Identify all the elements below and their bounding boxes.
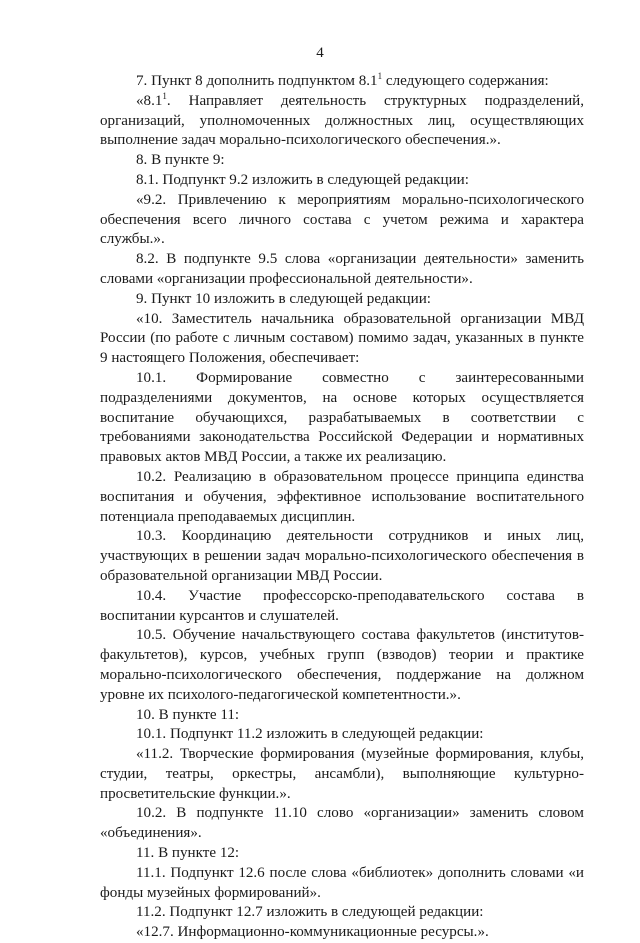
paragraph-text: «8.1 bbox=[136, 92, 163, 109]
paragraph: 10.5. Обучение начальствующего состава факультетов (институтов-факультетов), курсов, учебных групп (взводов) теории и практике морально-психологического обеспечения, поддержание на должном уровне их психолого-педагогической компетентности.». bbox=[100, 627, 584, 703]
paragraph: 8. В пункте 9: bbox=[136, 152, 225, 169]
paragraph: 8.2. В подпункте 9.5 слова «организации деятельности» заменить словами «организации профессиональной деятельности». bbox=[100, 251, 584, 287]
paragraph: 11.1. Подпункт 12.6 после слова «библиотек» дополнить словами «и фонды музейных формирований». bbox=[100, 864, 584, 901]
paragraph: 11.2. Подпункт 12.7 изложить в следующей редакции: bbox=[136, 904, 484, 921]
paragraph: 10.3. Координацию деятельности сотрудников и иных лиц, участвующих в решении задач морально-психологического обеспечения в образовательной организации МВД России. bbox=[100, 528, 584, 584]
paragraph: «11.2. Творческие формирования (музейные формирования, клубы, студии, театры, оркестры, ансамбли), выполняющие культурно-просветительские функции.». bbox=[100, 746, 584, 802]
paragraph: 9. Пункт 10 изложить в следующей редакции: bbox=[136, 290, 431, 307]
paragraph bbox=[100, 92, 584, 151]
paragraph-text: следующего содержания: bbox=[382, 73, 549, 89]
paragraph: «9.2. Привлечению к мероприятиям морально-психологического обеспечения всего личного состава с учетом режима и характера службы.». bbox=[100, 191, 584, 248]
paragraph bbox=[100, 72, 584, 92]
paragraph: «12.7. Информационно-коммуникационные ресурсы.». bbox=[136, 924, 489, 941]
paragraph: 10.2. В подпункте 11.10 слово «организации» заменить словом «объединения». bbox=[100, 805, 584, 842]
paragraph: 10. В пункте 11: bbox=[136, 706, 240, 723]
paragraph: 10.2. Реализацию в образовательном процессе принципа единства воспитания и обучения, эффективное использование воспитательного потенциала преподаваемых дисциплин. bbox=[100, 468, 584, 525]
paragraph: 10.1. Подпункт 11.2 изложить в следующей редакции: bbox=[136, 726, 484, 743]
paragraph: «10. Заместитель начальника образовательной организации МВД России (по работе с личным составом) помимо задач, указанных в пункте 9 настоящего Положения, обеспечивает: bbox=[100, 310, 584, 367]
paragraph: 11. В пункте 12: bbox=[136, 845, 240, 862]
paragraph: 10.4. Участие профессорско-преподавательского состава в воспитании курсантов и слушателей. bbox=[100, 587, 584, 624]
superscript: 1 bbox=[162, 90, 167, 101]
paragraph-text: 7. Пункт 8 дополнить подпунктом 8.1 bbox=[136, 73, 378, 89]
document-body bbox=[100, 72, 584, 943]
superscript: 1 bbox=[377, 70, 383, 81]
paragraph-text: . Направляет деятельность структурных подразделений, организаций, уполномоченных должностных лиц, осуществляющих выполнение задач морально-психологического обеспечения.». bbox=[100, 92, 584, 149]
paragraph: 8.1. Подпункт 9.2 изложить в следующей редакции: bbox=[136, 171, 469, 188]
page-number: 4 bbox=[316, 45, 324, 61]
paragraph: 10.1. Формирование совместно с заинтересованными подразделениями документов, на основе которых осуществляется воспитание обучающихся, разрабатываемых в соответствии с требованиями законодательства Российской Федерации и нормативных правовых актов МВД России, а также их реализацию. bbox=[100, 369, 584, 466]
